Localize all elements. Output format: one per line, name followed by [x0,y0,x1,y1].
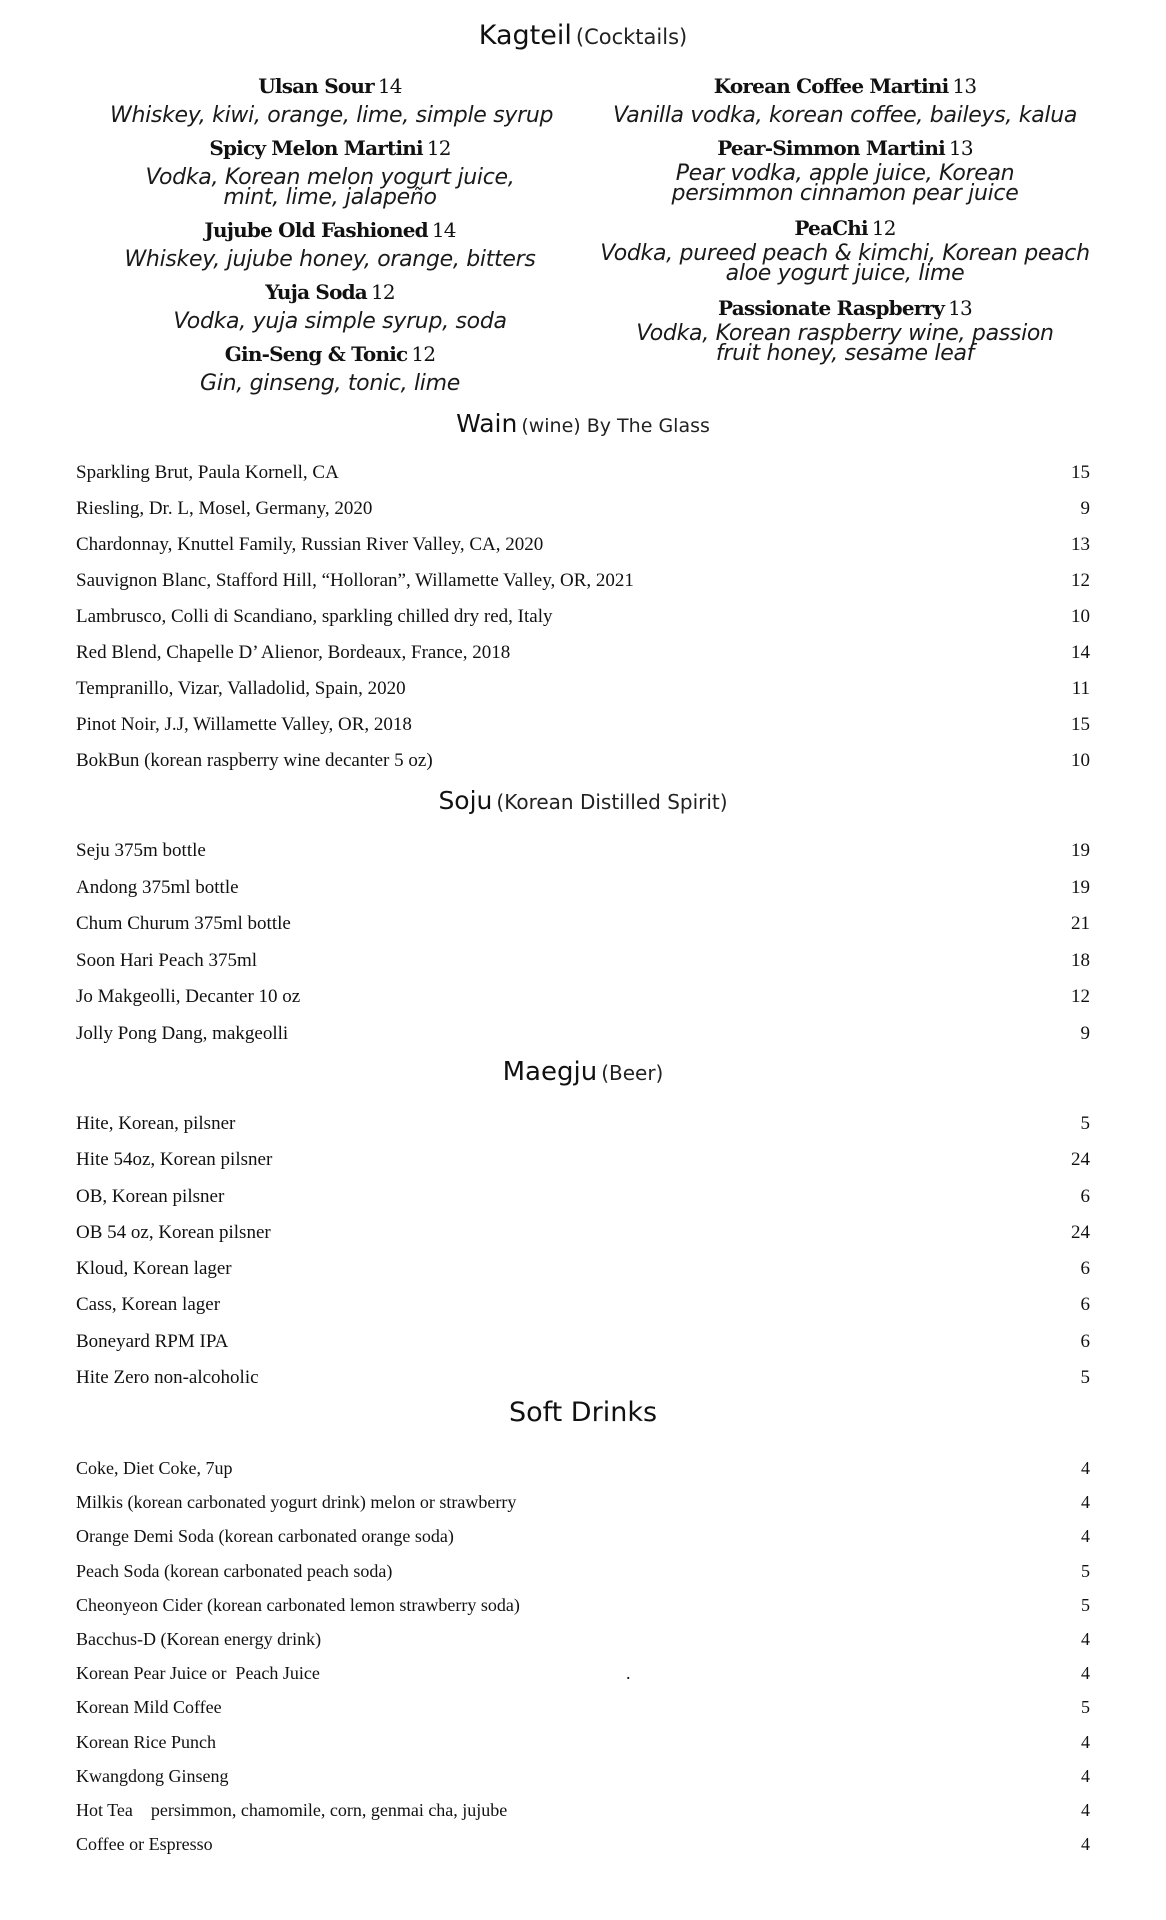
soju-price: 19 [1071,876,1090,898]
soft-drink-price: 4 [1081,1628,1090,1649]
cocktail-price: 13 [948,136,973,160]
cocktail-name: Pear-Simmon Martini [717,136,945,160]
cocktail-price: 12 [426,136,451,160]
list-item [76,1023,1090,1060]
cocktail-description: Vodka, pureed peach & kimchi, Korean peach aloe yogurt juice, lime [600,241,1090,286]
cocktail-description: Gin, ginseng, tonic, lime [200,371,460,396]
soft-drink-name: Bacchus-D (Korean energy drink) [76,1628,322,1649]
beer-name: Boneyard RPM IPA [76,1330,229,1352]
beer-name: Cass, Korean lager [76,1294,221,1316]
wine-price: 14 [1071,642,1090,663]
soft-drink-name: Hot Tea persimmon, chamomile, corn, genmai cha, jujube [76,1799,508,1820]
soft-drink-name: Peach Soda (korean carbonated peach soda) [76,1560,393,1581]
wine-name: BokBun (korean raspberry wine decanter 5 oz) [76,750,433,771]
wine-name: Red Blend, Chapelle D’ Alienor, Bordeaux, France, 2018 [76,642,511,663]
soft-drink-name: Milkis (korean carbonated yogurt drink) melon or strawberry [76,1492,517,1513]
beer-name: OB 54 oz, Korean pilsner [76,1221,271,1243]
soft-drink-price: 4 [1081,1458,1090,1478]
list-item [76,642,1090,678]
cocktail-description: Vodka, Korean raspberry wine, passion fruit honey, sesame leaf [636,321,1054,366]
soju-name: Andong 375ml bottle [76,876,239,898]
cocktails-right-column [595,74,1095,364]
list-item [76,1834,1090,1868]
list-item [76,1186,1090,1222]
cocktail-description: Whiskey, kiwi, orange, lime, simple syrup [110,103,554,128]
cocktail-description: Vodka, Korean melon yogurt juice, mint, lime, jalapeño [145,165,515,210]
list-item [76,1663,1090,1697]
beer-subtitle: (Beer) [601,1061,664,1085]
soju-header [0,786,1166,815]
soft-drink-price: 5 [1081,1594,1090,1615]
soft-drink-name: Korean Pear Juice or Peach Juice [76,1663,320,1684]
cocktail-price: 14 [431,218,456,242]
soju-price: 12 [1071,986,1090,1007]
beer-price: 5 [1080,1367,1090,1389]
soft-drink-price: 4 [1081,1731,1090,1752]
beer-name: Hite Zero non-alcoholic [76,1367,259,1389]
soju-name: Jolly Pong Dang, makgeolli [76,1022,289,1044]
list-item [76,1526,1090,1560]
soju-list [76,840,1090,1059]
soft-drink-price: 5 [1081,1560,1090,1581]
list-item [76,1258,1090,1294]
beer-price: 24 [1071,1221,1090,1243]
cocktail-item [595,216,1095,284]
cocktail-name: Yuja Soda [265,280,367,304]
cocktail-name: Spicy Melon Martini [209,136,423,160]
soft-drink-price: 4 [1081,1765,1090,1786]
wine-price: 9 [1080,498,1090,519]
list-item [76,1629,1090,1663]
wine-price: 11 [1071,678,1090,699]
list-item [76,1458,1090,1492]
wine-name: Tempranillo, Vizar, Valladolid, Spain, 2020 [76,678,406,699]
stray-dot: . [626,1663,631,1684]
beer-list [76,1113,1090,1403]
cocktail-item [110,280,550,332]
cocktail-description: Vodka, yuja simple syrup, soda [173,309,507,334]
list-item [76,877,1090,914]
soft-drink-name: Coffee or Espresso [76,1834,213,1855]
beer-name: Hite, Korean, pilsner [76,1113,236,1134]
cocktail-name: Korean Coffee Martini [713,74,949,98]
soft-drinks-list [76,1458,1090,1868]
soft-drink-price: 4 [1081,1834,1090,1855]
cocktail-price: 14 [377,74,402,98]
wine-title: Wain [456,409,518,438]
list-item [76,1732,1090,1766]
cocktails-subtitle: (Cocktails) [575,25,688,49]
cocktails-left-column [110,74,554,396]
cocktail-price: 12 [871,216,896,240]
cocktail-price: 12 [411,342,436,366]
beer-price: 6 [1080,1330,1090,1352]
cocktail-price: 13 [948,296,972,320]
cocktail-item [595,296,1095,364]
wine-subtitle: (wine) By The Glass [521,415,710,437]
list-item [76,1113,1090,1149]
soft-drink-price: 4 [1081,1526,1090,1547]
wine-price: 15 [1071,714,1090,735]
list-item [76,1222,1090,1258]
wine-name: Riesling, Dr. L, Mosel, Germany, 2020 [76,498,373,519]
wine-price: 10 [1071,606,1090,627]
cocktail-name: Gin-Seng & Tonic [224,342,408,366]
soju-name: Soon Hari Peach 375ml [76,949,258,971]
beer-name: Hite 54oz, Korean pilsner [76,1149,273,1171]
cocktail-item [110,342,550,394]
cocktail-item [110,74,554,128]
wine-price: 12 [1071,570,1090,591]
cocktail-description: Whiskey, jujube honey, orange, bitters [124,247,536,272]
list-item [76,840,1090,877]
list-item [76,1331,1090,1367]
wine-name: Chardonnay, Knuttel Family, Russian River Valley, CA, 2020 [76,534,544,555]
soju-name: Jo Makgeolli, Decanter 10 oz [76,986,301,1007]
beer-price: 6 [1080,1258,1090,1280]
beer-price: 6 [1080,1294,1090,1316]
list-item [76,1595,1090,1629]
soju-price: 9 [1080,1022,1090,1044]
beer-header [0,1057,1166,1087]
soju-name: Chum Churum 375ml bottle [76,913,291,934]
soju-name: Seju 375m bottle [76,840,206,861]
soft-drink-name: Cheonyeon Cider (korean carbonated lemon strawberry soda) [76,1594,520,1615]
list-item [76,498,1090,534]
cocktail-name: Jujube Old Fashioned [204,218,428,242]
cocktail-item [595,74,1095,126]
cocktail-item [595,136,1095,204]
beer-name: Kloud, Korean lager [76,1258,232,1280]
beer-price: 6 [1080,1185,1090,1207]
list-item [76,1800,1090,1834]
cocktail-name: Ulsan Sour [258,74,374,98]
soft-drink-price: 4 [1081,1492,1090,1513]
soft-drinks-title: Soft Drinks [508,1397,658,1428]
soju-price: 21 [1071,913,1090,934]
cocktail-name: PeaChi [794,216,868,240]
list-item [76,913,1090,950]
list-item [76,1149,1090,1185]
wine-price: 10 [1071,750,1090,771]
list-item [76,462,1090,498]
soju-title: Soju [438,786,493,815]
cocktails-header [0,20,1166,51]
soju-price: 18 [1071,949,1090,971]
wine-price: 15 [1071,462,1090,483]
wine-name: Sparkling Brut, Paula Kornell, CA [76,462,339,483]
beer-title: Maegju [502,1057,598,1087]
wine-price: 13 [1071,534,1090,555]
cocktail-item [110,136,550,208]
soft-drink-price: 5 [1081,1697,1090,1718]
list-item [76,1697,1090,1731]
soju-subtitle: (Korean Distilled Spirit) [496,790,728,814]
list-item [76,606,1090,642]
wine-header [0,409,1166,438]
wine-list [76,462,1090,786]
cocktail-name: Passionate Raspberry [718,296,945,320]
soft-drink-name: Coke, Diet Coke, 7up [76,1458,233,1478]
list-item [76,678,1090,714]
cocktail-item [110,218,550,270]
wine-name: Sauvignon Blanc, Stafford Hill, “Holloran”, Willamette Valley, OR, 2021 [76,570,634,591]
soft-drink-price: 4 [1081,1663,1090,1684]
list-item [76,1294,1090,1330]
list-item [76,986,1090,1023]
list-item [76,750,1090,786]
beer-price: 5 [1080,1113,1090,1134]
cocktail-price: 13 [952,74,977,98]
soft-drinks-header [0,1397,1166,1428]
soft-drink-name: Kwangdong Ginseng [76,1765,229,1786]
cocktails-title: Kagteil [478,20,572,51]
cocktail-price: 12 [370,280,395,304]
list-item [76,1561,1090,1595]
beer-name: OB, Korean pilsner [76,1185,225,1207]
wine-name: Lambrusco, Colli di Scandiano, sparkling chilled dry red, Italy [76,606,553,627]
list-item [76,570,1090,606]
cocktail-description: Vanilla vodka, korean coffee, baileys, kalua [612,103,1078,128]
soft-drink-name: Orange Demi Soda (korean carbonated orange soda) [76,1526,454,1547]
soft-drink-name: Korean Mild Coffee [76,1697,222,1718]
soft-drink-price: 4 [1081,1799,1090,1820]
list-item [76,950,1090,987]
list-item [76,534,1090,570]
wine-name: Pinot Noir, J.J, Willamette Valley, OR, 2018 [76,714,412,735]
list-item [76,714,1090,750]
soju-price: 19 [1071,840,1090,861]
beer-price: 24 [1071,1149,1090,1171]
soft-drink-name: Korean Rice Punch [76,1731,216,1752]
list-item [76,1766,1090,1800]
list-item [76,1492,1090,1526]
cocktail-description: Pear vodka, apple juice, Korean persimmon cinnamon pear juice [671,161,1019,206]
